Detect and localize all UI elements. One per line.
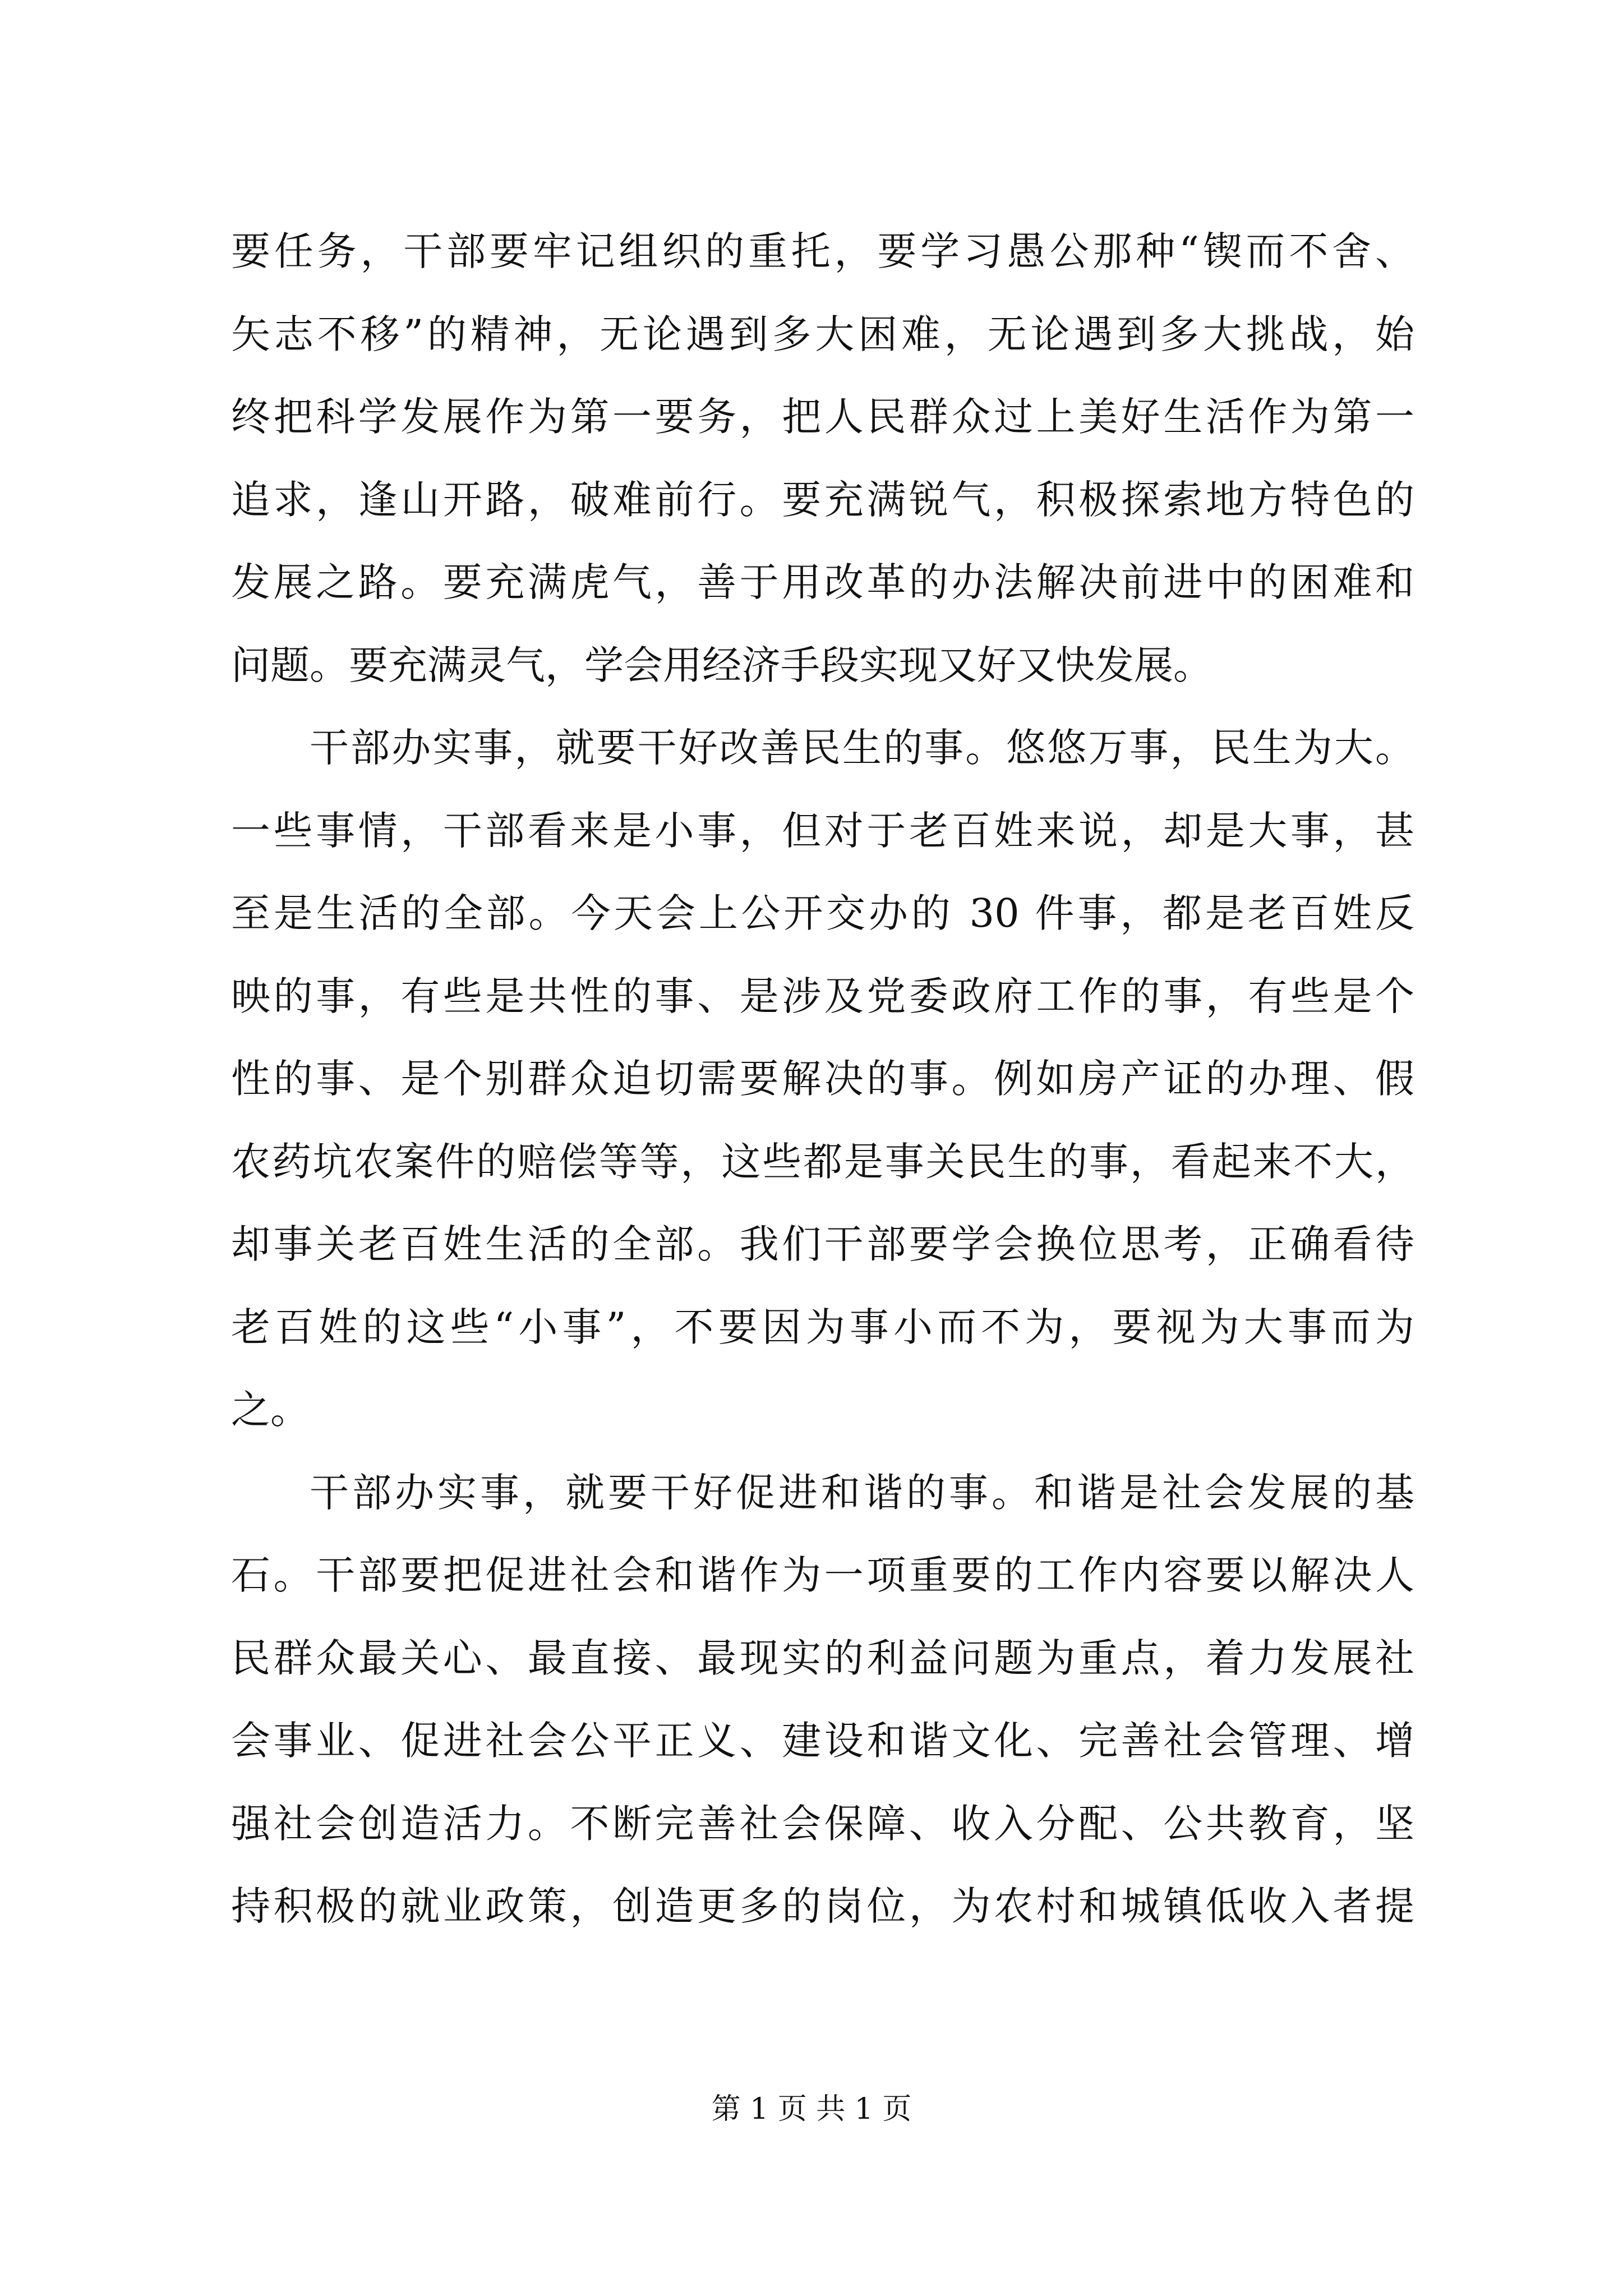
text-line: 一些事情，干部看来是小事，但对于老百姓来说，却是大事，甚 xyxy=(231,807,1414,854)
text-line: 之。 xyxy=(231,1387,310,1433)
text-line: 要任务，干部要牢记组织的重托，要学习愚公那种“锲而不舍、 xyxy=(231,228,1414,274)
text-line: 性的事、是个别群众迫切需要解决的事。例如房产证的办理、假 xyxy=(231,1056,1414,1102)
text-line: 至是生活的全部。今天会上公开交办的 30 件事，都是老百姓反 xyxy=(231,890,1414,936)
page-footer xyxy=(0,2090,1623,2129)
text-line: 农药坑农案件的赔偿等等，这些都是事关民生的事，看起来不大， xyxy=(231,1138,1414,1185)
text-line: 却事关老百姓生活的全部。我们干部要学会换位思考，正确看待 xyxy=(231,1221,1414,1267)
text-line: 民群众最关心、最直接、最现实的利益问题为重点，着力发展社 xyxy=(231,1635,1414,1681)
text-line: 映的事，有些是共性的事、是涉及党委政府工作的事，有些是个 xyxy=(231,973,1414,1019)
text-line: 干部办实事，就要干好改善民生的事。悠悠万事，民生为大。 xyxy=(310,725,1414,771)
document-body xyxy=(231,210,1414,1948)
text-line: 追求，逢山开路，破难前行。要充满锐气，积极探索地方特色的 xyxy=(231,476,1414,523)
text-line: 石。干部要把促进社会和谐作为一项重要的工作内容要以解决人 xyxy=(231,1552,1414,1598)
text-line: 干部办实事，就要干好促进和谐的事。和谐是社会发展的基 xyxy=(310,1469,1414,1516)
text-line: 持积极的就业政策，创造更多的岗位，为农村和城镇低收入者提 xyxy=(231,1883,1414,1929)
text-line: 强社会创造活力。不断完善社会保障、收入分配、公共教育，坚 xyxy=(231,1800,1414,1847)
text-line: 发展之路。要充满虎气，善于用改革的办法解决前进中的困难和 xyxy=(231,559,1414,605)
text-line: 问题。要充满灵气，学会用经济手段实现又好又快发展。 xyxy=(231,642,1212,688)
text-line: 矢志不移”的精神，无论遇到多大困难，无论遇到多大挑战，始 xyxy=(231,311,1414,357)
text-line: 老百姓的这些“小事”，不要因为事小而不为，要视为大事而为 xyxy=(231,1304,1414,1350)
page-number: 第 1 页 共 1 页 xyxy=(711,2092,912,2126)
text-line: 会事业、促进社会公平正义、建设和谐文化、完善社会管理、增 xyxy=(231,1718,1414,1764)
text-line: 终把科学发展作为第一要务，把人民群众过上美好生活作为第一 xyxy=(231,394,1414,440)
